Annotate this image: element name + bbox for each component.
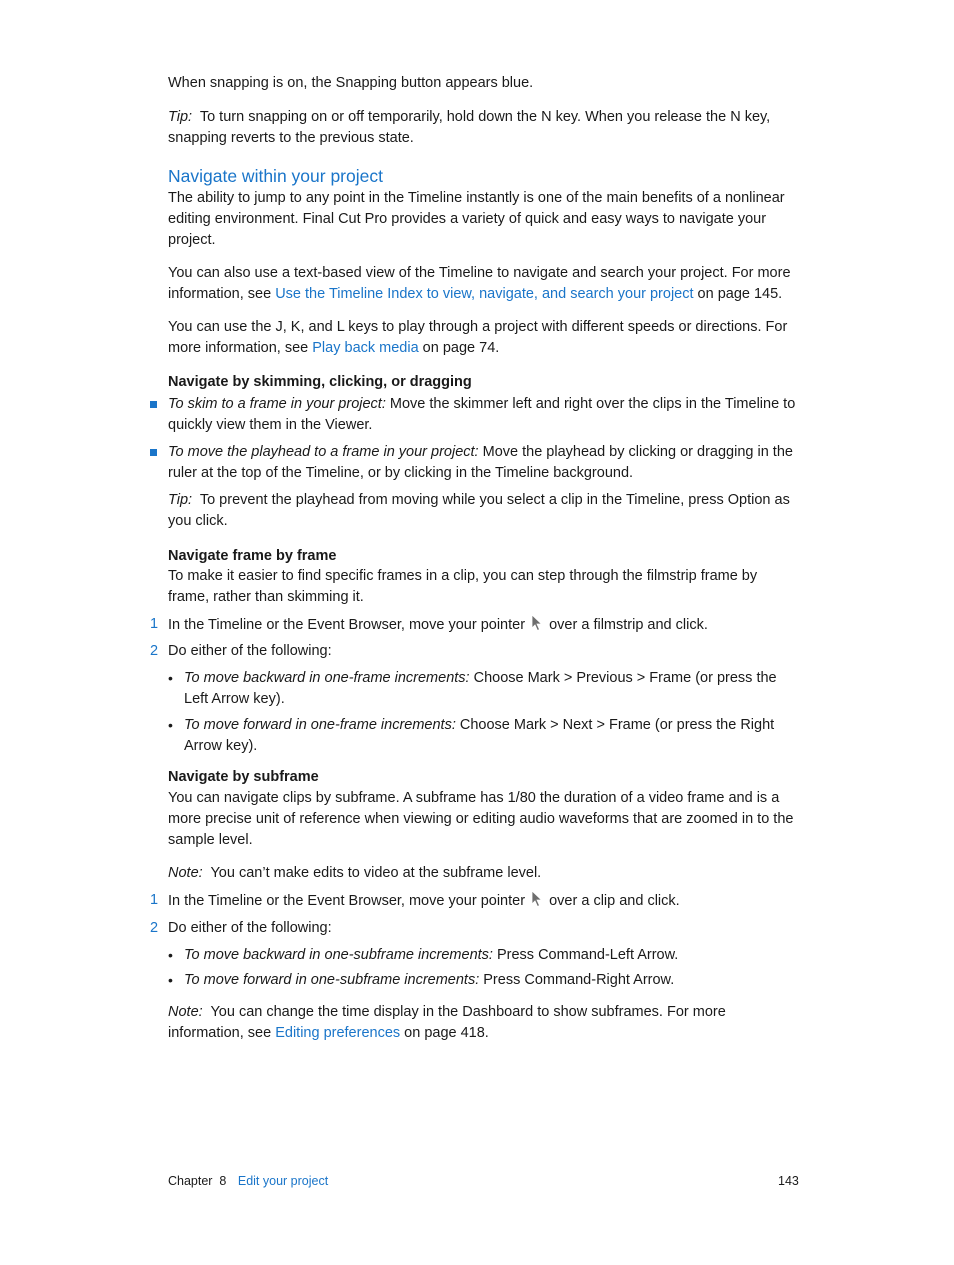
option-lead: To move forward in one-frame increments: <box>184 717 456 733</box>
note-time-display <box>168 1002 800 1044</box>
step-text: In the Timeline or the Event Browser, move your pointer <box>168 893 526 909</box>
step-text: over a filmstrip and click. <box>549 617 708 633</box>
dot-bullet: • <box>168 670 173 686</box>
snapping-paragraph <box>168 73 800 94</box>
section-paragraph-1 <box>168 188 800 251</box>
chapter-link[interactable]: Edit your project <box>237 1174 329 1188</box>
list-item <box>168 394 800 436</box>
step-text: over a clip and click. <box>549 893 680 909</box>
editing-preferences-link[interactable]: Editing preferences <box>275 1025 401 1041</box>
paragraph-text: The ability to jump to any point in the Timeline instantly is one of the main benefits of a nonlinear editing environment. Final Cut Pro provides a variety of quick and easy ways to navigate your project. <box>168 190 785 248</box>
subheading-subframe: Navigate by subframe <box>168 769 319 785</box>
step-number: 2 <box>150 643 159 659</box>
option-item <box>184 715 800 757</box>
tip-playhead <box>168 490 800 532</box>
subframe-step-2 <box>168 918 800 939</box>
paragraph-text: You can navigate clips by subframe. A subframe has 1/80 the duration of a video frame and is a more precise unit of reference when viewing or editing audio waveforms that are zoomed in to the sample level. <box>168 790 794 848</box>
dot-bullet: • <box>168 947 173 963</box>
frame-intro <box>168 566 800 608</box>
step-text: In the Timeline or the Event Browser, move your pointer <box>168 617 526 633</box>
tip-text: To turn snapping on or off temporarily, hold down the N key. When you release the N key, snapping reverts to the previous state. <box>168 109 771 146</box>
subheading-frame-by-frame: Navigate frame by frame <box>168 548 337 564</box>
step-text: Do either of the following: <box>168 920 332 936</box>
subframe-intro <box>168 788 800 851</box>
note-text: You can’t make edits to video at the subframe level. <box>210 865 542 881</box>
subheading-skimming: Navigate by skimming, clicking, or dragging <box>168 374 472 390</box>
list-item <box>168 442 800 484</box>
dot-bullet: • <box>168 717 173 733</box>
page-number: 143 <box>778 1174 799 1188</box>
note-text: on page 418. <box>400 1025 489 1041</box>
note-text: You can change the time display in the Dashboard to show subframes. For more information, see <box>168 1004 726 1041</box>
note-subframe <box>168 863 800 884</box>
dot-bullet: • <box>168 972 173 988</box>
tip-snapping <box>168 107 800 149</box>
square-bullet-icon <box>150 449 157 456</box>
chapter-label: Chapter 8 <box>168 1174 227 1188</box>
step-number: 2 <box>150 920 159 936</box>
option-item <box>184 945 800 966</box>
step-number: 1 <box>150 892 159 908</box>
paragraph-text: You can use the J, K, and L keys to play through a project with different speeds or directions. For more information, see <box>168 319 788 356</box>
note-label: Note: <box>168 865 203 881</box>
option-text: Choose Mark > Previous > Frame (or press the Left Arrow key). <box>184 670 777 707</box>
note-label: Note: <box>168 1004 203 1020</box>
step-text: Do either of the following: <box>168 643 332 659</box>
subframe-step-1 <box>168 890 800 912</box>
option-lead: To move backward in one-frame increments: <box>184 670 470 686</box>
section-heading: Navigate within your project <box>168 166 383 186</box>
paragraph-text: To make it easier to find specific frames in a clip, you can step through the filmstrip frame by frame, rather than skimming it. <box>168 568 758 605</box>
item-lead: To move the playhead to a frame in your project: <box>168 444 479 460</box>
item-lead: To skim to a frame in your project: <box>168 396 386 412</box>
footer-chapter <box>168 1173 328 1189</box>
paragraph-text: on page 74. <box>418 340 500 356</box>
option-lead: To move backward in one-subframe increments: <box>184 947 493 963</box>
play-back-media-link[interactable]: Play back media <box>312 340 419 356</box>
option-item <box>184 970 800 991</box>
option-lead: To move forward in one-subframe increments: <box>184 972 480 988</box>
paragraph-text: on page 145. <box>693 286 783 302</box>
section-paragraph-2 <box>168 263 800 305</box>
square-bullet-icon <box>150 401 157 408</box>
step-number: 1 <box>150 616 159 632</box>
pointer-arrow-icon <box>531 890 543 908</box>
item-text: Move the skimmer left and right over the clips in the Timeline to quickly view them in the Viewer. <box>168 396 796 433</box>
section-paragraph-3 <box>168 317 800 359</box>
step-2 <box>168 641 800 662</box>
option-item <box>184 668 800 710</box>
paragraph-text: You can also use a text-based view of the Timeline to navigate and search your project. For more information, see <box>168 265 791 302</box>
timeline-index-link[interactable]: Use the Timeline Index to view, navigate, and search your project <box>275 286 694 302</box>
step-1 <box>168 614 800 636</box>
option-text: Choose Mark > Next > Frame (or press the Right Arrow key). <box>184 717 775 754</box>
snapping-text: When snapping is on, the Snapping button appears blue. <box>168 75 534 91</box>
tip-label: Tip: <box>168 109 193 125</box>
tip-label: Tip: <box>168 492 193 508</box>
pointer-arrow-icon <box>531 614 543 632</box>
option-text: Press Command-Left Arrow. <box>492 947 679 963</box>
tip-text: To prevent the playhead from moving while you select a clip in the Timeline, press Option as you click. <box>168 492 790 529</box>
option-text: Press Command-Right Arrow. <box>479 972 675 988</box>
item-text: Move the playhead by clicking or dragging in the ruler at the top of the Timeline, or by clicking in the Timeline background. <box>168 444 793 481</box>
